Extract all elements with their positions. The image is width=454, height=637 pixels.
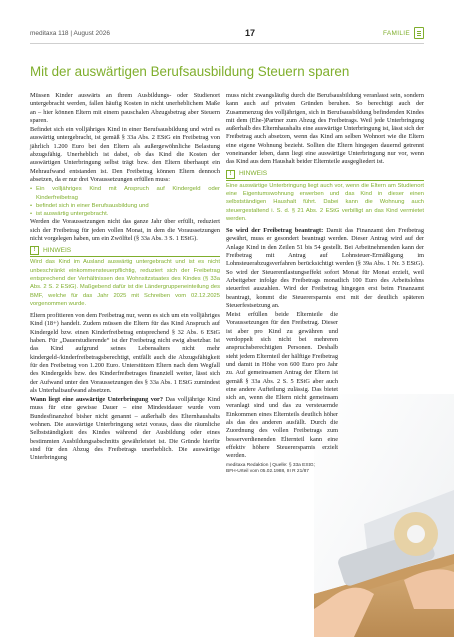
right-column (226, 92, 424, 475)
list-item: • befindet sich in einer Berufsausbildung und (30, 202, 220, 210)
source-line: BFH-Urteil vom 05.02.1988, III R 21/87 (226, 469, 309, 475)
paragraph: Werden die Voraussetzungen nicht das ganze Jahr über erfüllt, reduziert sich der Freibetrag für jeden vollen Monat, in dem die Voraussetzungen nicht vorgelegen haben, um ein Zwölftel (§ 33a Abs. 3 S. 1 EStG). (30, 218, 220, 243)
list-item: • Ein volljähriges Kind mit Anspruch auf Kindergeld oder Kinderfreibetrag (30, 185, 220, 202)
list-item: • ist auswärtig untergebracht. (30, 210, 220, 218)
subheading: So wird der Freibetrag beantragt: (226, 227, 324, 235)
hint-title: HINWEIS (43, 246, 72, 254)
subheading: Wann liegt eine auswärtige Unterbringung vor? (30, 396, 163, 404)
exclamation-icon: ! (226, 170, 235, 179)
paragraph: Meist erfüllen beide Elternteile die Voraussetzungen für den Freibetrag. Dieser ist aber pro Kind zu gewähren und verdoppelt sich nicht bei mehreren anspruchsberechtigten Personen. Deshalb steht jedem Elternteil der hälftige Freibetrag und damit in Höhe von 600 Euro pro Jahr zu. Auf gemeinsamen Antrag der Eltern ist gemäß § 33a Abs. 2 S. 5 EStG aber auch eine andere Aufteilung zulässig. Das bietet sich an, wenn die Eltern nicht gemeinsam veranlagt sind und das zu versteuernde Einkommen eines Elternteils deutlich höher als das des anderen ausfällt. Durch die Zuordnung des vollen Freibetrags zum besserverdienenden Elternteil kann eine effektiv höhere Steuerersparnis erzielt werden. (226, 311, 338, 460)
paragraph: Müssen Kinder auswärts an ihrem Ausbildungs- oder Studienort untergebracht werden, fallen häufig Kosten in nicht unerheblichem Maße an – hier können Eltern mit einem pauschalen Abzugsbetrag aber Steuern sparen. (30, 92, 220, 124)
source-line: meditaxa Redaktion | Quelle: § 33a EStG; (226, 463, 315, 469)
hint-text: Eine auswärtige Unterbringung liegt auch vor, wenn die Eltern am Studienort eine Eigentumswohnung erwerben und das Kind in dieser einen selbstständigen Haushalt führt. Dabei kann die Wohnung auch steuergestaltend i. S. d. § 21 Abs. 2 EStG verbilligt an das Kind vermietet werden. (226, 182, 424, 222)
header-divider (30, 43, 424, 44)
page-header (30, 27, 424, 41)
hint-box (226, 170, 424, 223)
issue-label: meditaxa 118 | August 2026 (30, 30, 110, 37)
hint-box (30, 246, 220, 308)
hint-title: HINWEIS (239, 170, 268, 178)
paragraph-text: Damit das Finanzamt den Freibetrag gewährt, muss er gesondert beantragt werden. Dieser Antrag wird auf der Anlage Kind in den Zeilen 51 bis 54 gestellt. Bei Arbeitnehmenden kann der Freibetrag mit Antrag auf Lohnsteuer-Ermäßigung im Lohnsteuerabzugsverfahren berücksichtigt werden (§ 39a Abs. 1 Nr. 3 EStG). So wird der Steuerentlastungseffekt sofort Monat für Monat erzielt, weil Arbeitgeber infolge des Freibetrags monatlich 100 Euro des Arbeitslohns steuerfrei auszahlen. Wird der Freibetrag hingegen erst beim Finanzamt beantragt, kommt die Steuerersparnis erst mit der deutlich späteren Steuerfestsetzung an. (226, 227, 424, 309)
paragraph (226, 227, 424, 310)
page-number: 17 (245, 28, 256, 38)
hint-text: Wird das Kind im Ausland auswärtig untergebracht und ist es nicht unbeschränkt einkommensteuerpflichtig, reduziert sich der Freibetrag entsprechend der Verhältnissen des Wohnsitzstaates des Kindes (§ 33a Abs. 2 S. 2 EStG). Maßgebend dafür ist die Ländergruppeneinteilung des BMF, welche für das Jahr 2025 mit Schreiben vom 02.12.2025 vorgenommen wurde. (30, 259, 220, 307)
document-icon (414, 27, 424, 39)
requirements-list (30, 185, 220, 218)
paragraph (30, 396, 220, 462)
left-column (30, 92, 220, 463)
paragraph: Befindet sich ein volljähriges Kind in einer Berufsausbildung und wird es auswärtig untergebracht, ist gemäß § 33a Abs. 2 EStG ein Freibetrag von jährlich 1.200 Euro bei den Eltern als außergewöhnliche Belastung abzugsfähig. Unerheblich ist dabei, ob das Kind die Kosten der auswärtigen Unterbringung selbst trägt bzw. den Eltern überhaupt ein Mehraufwand entstanden ist. Den Freibetrag können Eltern dennoch absetzen, da er nur drei Voraussetzungen erfüllen muss: (30, 126, 220, 183)
article-title: Mit der auswärtigen Berufsausbildung Steuern sparen (30, 64, 350, 79)
paragraph: Eltern profitieren von dem Freibetrag nur, wenn es sich um ein volljähriges Kind (18+) handelt. Zudem müssen die Eltern für das Kind Anspruch auf Kindergeld bzw. einen Kinderfreibetrag entsprechend § 32 Abs. 6 EStG haben. Für „Dauerstudierende“ ist der Freibetrag nicht ewig absetzbar. Ist das Kind aufgrund seines Lebensalters nicht mehr kindergeld-/kinderfreibetragsberechtigt, entfällt auch die Abzugsfähigkeit für den Freibetrag von 1.200 Euro. Unterstützen Eltern nach dem Wegfall des Kindergelds bzw. des Kinderfreibetrages finanziell weiter, lässt sich der Aufwand unter den Voraussetzungen des § 33a Abs. 1 EStG zumindest als Unterhaltsaufwand absetzen. (30, 312, 220, 394)
section-label: FAMILIE (382, 30, 410, 37)
paragraph: muss nicht zwangsläufig durch die Berufsausbildung veranlasst sein, sondern kann auch auf privaten Gründen beruhen. So berechtigt auch der Zusammenzug des volljährigen, sich in Berufsausbildung befindenden Kindes mit dem (Ehe-)Partner zum Abzug des Freibetrags. Weil jede Unterbringung außerhalb des Elternhaushalts eine auswärtige Unterbringung ist, lässt sich der Freibetrag auch absetzen, wenn das Kind am selben Wohnort wie die Eltern eine eigene Wohnung bezieht. Sollten die Eltern hingegen dauernd getrennt voneinander leben, dann liegt eine auswärtige Unterbringung nur vor, wenn das Kind aus dem Haushalt beider Elternteile ausgegliedert ist. (226, 92, 424, 166)
paragraph-text: Das volljährige Kind muss für eine gewisse Dauer – eine Mindestdauer wurde vom Bundesfinanzhof bisher nicht genannt – außerhalb des Elternhaushalts wohnen. Die auswärtige Unterbringung setzt voraus, dass die räumliche Selbstständigkeit des Kindes während der Ausbildung oder eines bestimmten Ausbildungsabschnitts gewährleistet ist. Die Gründe hierfür sind für den Abzug des Freibetrags unerheblich. Die auswärtige Unterbringung (30, 396, 220, 462)
exclamation-icon: ! (30, 246, 39, 255)
source-note (226, 463, 424, 475)
